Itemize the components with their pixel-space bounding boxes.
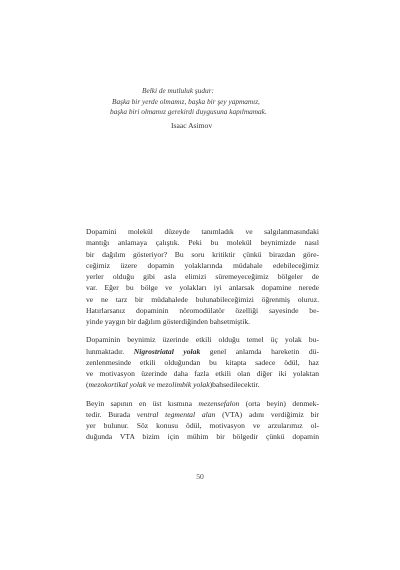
text-line: Dopamini molekül düzeyde tanımladık ve salgılanmasındaki	[86, 227, 319, 236]
epigraph-line: başka biri olmamız gerekirdi duygusuna kapılmamak.	[110, 107, 267, 117]
epigraph	[100, 86, 310, 131]
text-line: var. Eğer bu bölge ve yolakları iyi anlarsak dopamine nerede	[86, 283, 319, 293]
text-line: duğunda VTA bizim için mühim bir bölgedir çünkü dopamin	[86, 432, 319, 442]
text-run: Beyin sapının en üst kısmına	[86, 398, 199, 408]
text-run: tedir. Burada	[86, 409, 137, 419]
text-run: lunmaktadır.	[86, 346, 134, 356]
term-nigrostriatal: Nigrostriatal yolak	[133, 346, 201, 356]
text-line: Dopaminin beynimiz üzerinde etkili olduğu temel üç yolak bu-	[86, 335, 319, 345]
text-line: yinde yaygın bir dağılım gösterdiğinden bahsetmiştik.	[86, 317, 251, 326]
text-line: Hatırlarsanız dopaminin nöromodülatör özelliği sayesinde be-	[86, 305, 319, 315]
epigraph-author: Isaac Asimov	[171, 120, 213, 130]
epigraph-line: Belki de mutluluk şudur:	[142, 86, 214, 95]
text-line	[86, 346, 319, 357]
text-run: )bahsedilecektir.	[209, 380, 260, 390]
text-run: genel anlamda hareketin dü-	[200, 346, 319, 356]
text-line: bir dağılım gösteriyor? Bu soru kritiktir çünkü birazdan göre-	[86, 249, 319, 259]
paragraph-2	[86, 334, 319, 390]
text-line: ve ne tarz bir müdahalede bulunabileceğimizi öğrenmiş oluruz.	[86, 294, 319, 304]
term-mezokortikal-mezolimbik: mezokortikal yolak ve mezolimbik yolak	[88, 380, 210, 390]
paragraph-3	[86, 398, 319, 443]
text-line: ceğimiz üzere dopamin yolaklarında müdahale edebileceğimiz	[86, 260, 319, 270]
paragraph-1	[86, 226, 319, 327]
body-text	[86, 226, 319, 450]
text-line	[86, 398, 319, 409]
term-ventral-tegmental-alan: ventral tegmental alan	[136, 409, 216, 419]
text-line: yerler olduğu gibi asla elimizi süremeyeceğimiz bölgeler de	[86, 272, 319, 281]
text-line: mantığı anlamaya çalıştık. Peki bu molekül beynimizde nasıl	[86, 238, 319, 248]
term-mezensefalon: mezensefalon	[198, 398, 240, 408]
text-line: zenlenmesinde etkili olduğundan bu kitapta sadece ödül, haz	[86, 357, 319, 367]
text-line: ve motivasyon üzerinde daha fazla etkili olan diğer iki yolaktan	[86, 369, 319, 378]
text-line: yer bulunur. Söz konusu ödül, motivasyon ve arzularımız ol-	[86, 421, 319, 430]
text-line	[86, 379, 319, 390]
text-line	[86, 409, 319, 420]
epigraph-line: Başka bir yerde olmamız, başka bir şey yapmamız,	[112, 96, 260, 106]
text-run: (	[86, 380, 89, 390]
text-run: (orta beyin) denmek-	[239, 398, 319, 408]
page-number: 50	[196, 472, 204, 481]
text-run: (VTA) adını verdiğimiz bir	[215, 409, 319, 419]
